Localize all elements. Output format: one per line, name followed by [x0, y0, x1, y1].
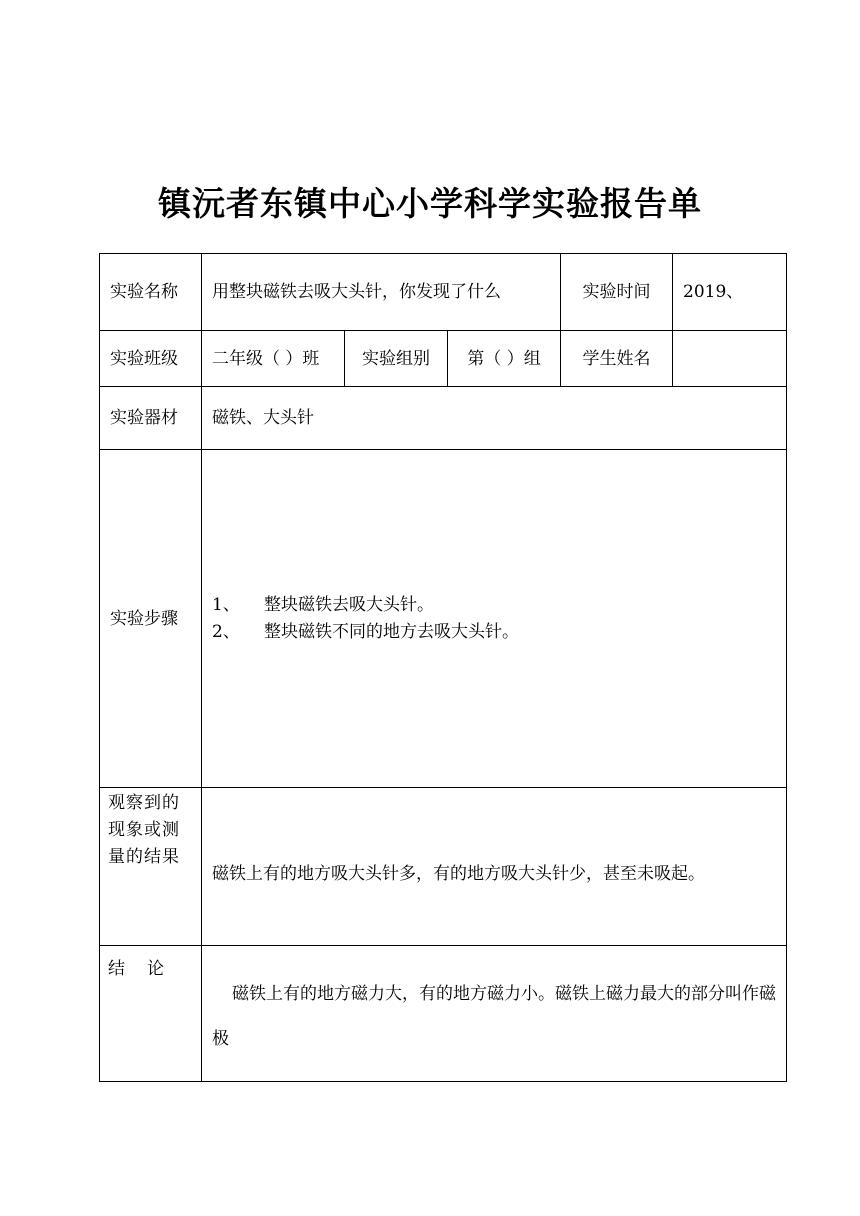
- student-name-label: 学生姓名: [561, 331, 673, 387]
- observation-value: [202, 788, 787, 946]
- experiment-class-value: 二年级（ ）班: [202, 331, 345, 387]
- observation-label: 观察到的现象或测量的结果: [100, 788, 202, 946]
- experiment-steps-label: 实验步骤: [100, 450, 202, 788]
- step-text: 整块磁铁不同的地方去吸大头针。: [264, 621, 519, 642]
- experiment-class-row: [100, 331, 787, 387]
- experiment-steps-row: [100, 450, 787, 788]
- step-number: 1、: [212, 594, 240, 615]
- conclusion-value: [202, 946, 787, 1082]
- experiment-group-value: 第（ ）组: [448, 331, 561, 387]
- observation-text: 磁铁上有的地方吸大头针多，有的地方吸大头针少，甚至未吸起。: [212, 863, 705, 884]
- experiment-name-row: [100, 254, 787, 331]
- observation-row: [100, 788, 787, 946]
- experiment-materials-row: [100, 387, 787, 450]
- experiment-name-label: 实验名称: [100, 254, 202, 331]
- experiment-report-table: [99, 253, 787, 1082]
- step-text: 整块磁铁去吸大头针。: [264, 594, 434, 615]
- experiment-time-label: 实验时间: [561, 254, 673, 331]
- step-number: 2、: [212, 621, 240, 642]
- step-item: [212, 619, 776, 646]
- experiment-steps-list: [202, 450, 787, 788]
- experiment-name-value: 用整块磁铁去吸大头针，你发现了什么: [202, 254, 561, 331]
- experiment-materials-value: 磁铁、大头针: [202, 387, 787, 450]
- experiment-materials-label: 实验器材: [100, 387, 202, 450]
- conclusion-row: [100, 946, 787, 1082]
- conclusion-label: 结论: [100, 946, 202, 1082]
- student-name-value: [673, 331, 787, 387]
- experiment-time-value: 2019、: [673, 254, 787, 331]
- experiment-class-label: 实验班级: [100, 331, 202, 387]
- experiment-group-label: 实验组别: [345, 331, 448, 387]
- step-item: [212, 592, 776, 619]
- conclusion-text: 磁铁上有的地方磁力大，有的地方磁力小。磁铁上磁力最大的部分叫作磁极: [212, 984, 776, 1049]
- report-title: 镇沅者东镇中心小学科学实验报告单: [158, 184, 702, 223]
